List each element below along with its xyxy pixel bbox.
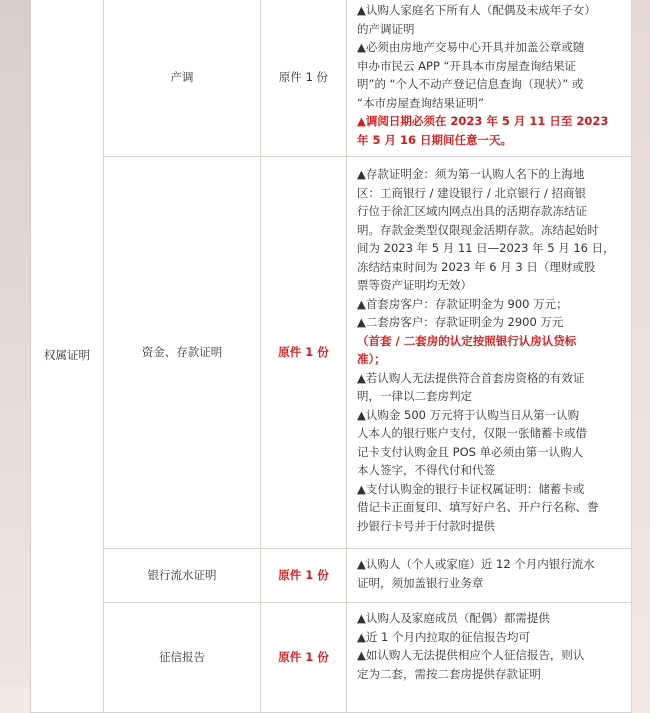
table-row	[31, 0, 632, 157]
detail-line: ▲认购人及家庭成员（配偶）都需提供	[357, 611, 550, 625]
background-right-edge	[630, 0, 650, 687]
detail-line: ▲若认购人无法提供符合首套房资格的有效证	[357, 370, 585, 385]
category-cell: 权属证明	[31, 0, 104, 713]
detail-line: 行位于徐汇区域内网点出具的活期存款冻结证	[357, 204, 587, 218]
item-name: 产调	[104, 0, 261, 157]
detail-line: ▲首套房客户：存款证明金为 900 万元；	[357, 296, 568, 311]
detail-line: ▲存款证明金：须为第一认购人名下的上海地	[357, 167, 585, 181]
detail-line: 的产调证明	[357, 21, 415, 36]
detail-line-highlight: ▲调阅日期必须在 2023 年 5 月 11 日至 2023	[357, 114, 609, 128]
detail-line: 证明，须加盖银行业务章	[357, 575, 484, 590]
detail-line-highlight: 准）；	[357, 352, 386, 366]
detail-line: 间为 2023 年 5 月 11 日—2023 年 5 月 16 日，	[357, 241, 615, 255]
detail-line: 借记卡正面复印、填写好户名、开户行名称、誊	[357, 500, 599, 514]
detail-line: 本人签字，不得代付和代签	[357, 463, 495, 477]
detail-line: 定为二套，需按二套房提供存款证明	[357, 666, 541, 681]
detail-line-highlight: （首套 / 二套房的认定按照银行认房认贷标	[357, 333, 577, 348]
item-requirement: 原件 1 份	[261, 603, 347, 713]
detail-line: ▲认购人家庭名下所有人（配偶及未成年子女）	[357, 3, 596, 17]
item-detail	[347, 0, 632, 157]
table-row	[31, 157, 632, 549]
item-detail	[347, 549, 632, 603]
background-left-edge	[0, 0, 30, 687]
item-detail	[347, 603, 632, 713]
detail-line: 抄银行卡号并于付款时提供	[357, 518, 495, 533]
detail-line: 明”的 “个人不动产登记信息查询（现状）” 或	[357, 77, 584, 91]
table-row	[31, 549, 632, 603]
detail-line: 票等资产证明均无效）	[357, 278, 472, 292]
detail-line: 区：工商银行 / 建设银行 / 北京银行 / 招商银	[357, 185, 587, 200]
detail-line: ▲认购金 500 万元将于认购当日从第一认购	[357, 407, 580, 422]
item-requirement: 原件 1 份	[261, 549, 347, 603]
requirements-table	[30, 0, 632, 713]
detail-line: ▲认购人（个人或家庭）近 12 个月内银行流水	[357, 557, 595, 571]
item-requirement: 原件 1 份	[261, 0, 347, 157]
item-name: 征信报告	[104, 603, 261, 713]
detail-line: ▲必须由房地产交易中心开具并加盖公章或随	[357, 40, 585, 54]
table-row	[31, 603, 632, 713]
detail-line: ▲支付认购金的银行卡证权属证明：储蓄卡或	[357, 481, 585, 496]
item-requirement: 原件 1 份	[261, 157, 347, 549]
item-name: 银行流水证明	[104, 549, 261, 603]
item-name: 资金、存款证明	[104, 157, 261, 549]
detail-line: 申办市民云 APP “开具本市房屋查询结果证	[357, 58, 577, 73]
item-detail	[347, 157, 632, 549]
detail-line: ▲如认购人无法提供相应个人征信报告，则认	[357, 648, 585, 662]
detail-line: “本市房屋查询结果证明”	[357, 95, 484, 110]
detail-line-highlight: 年 5 月 16 日期间任意一天。	[357, 132, 513, 147]
detail-line: 人本人的银行账户支付，仅限一张储蓄卡或借	[357, 426, 587, 440]
detail-line: 明，一律以二套房判定	[357, 389, 472, 403]
detail-line: 明。存款金类型仅限现金活期存款。冻结起始时	[357, 222, 599, 237]
detail-line: 冻结结束时间为 2023 年 6 月 3 日（理财或股	[357, 259, 596, 274]
detail-line: 记卡支付认购金且 POS 单必须由第一认购人	[357, 444, 584, 459]
detail-line: ▲二套房客户：存款证明金为 2900 万元	[357, 315, 564, 329]
detail-line: ▲近 1 个月内拉取的征信报告均可	[357, 629, 530, 644]
